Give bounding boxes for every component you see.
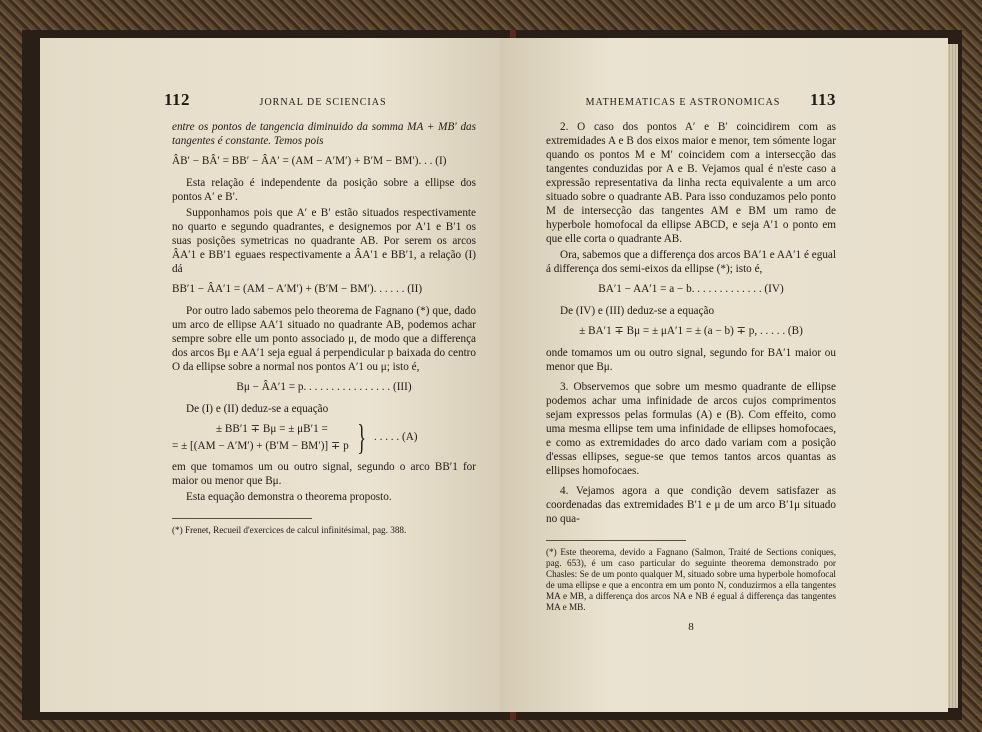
- left-paragraph-6: em que tomamos um ou outro signal, segundo o arco BB′1 for maior ou menor que Bμ.: [172, 461, 476, 487]
- right-signature-mark: 8: [688, 621, 694, 633]
- right-paragraph-5: 3. Observemos que sobre um mesmo quadrante de ellipse podemos achar uma infinidade de arcos cujos comprimentos sejam expressos pelas formulas (A) e (B). Com effeito, como uma mesma ellipse tem uma infinidade de ellipses homofocaes, e como as extremidades do arco dado variam com a posição d'essas ellipses, segue-se que temos tantos arcos quantas as ellipses homofocaes.: [546, 381, 836, 477]
- left-equation-3-text: Bμ − ÂA′1 = p. . . . . . . . . . . . . . . . (III): [236, 381, 412, 393]
- right-equation-2-text: ± BA′1 ∓ Bμ = ± μA′1 = ± (a − b) ∓ p, . . . . . (B): [579, 325, 803, 337]
- right-equation-1-text: BA′1 − AA′1 = a − b. . . . . . . . . . . . . (IV): [598, 283, 784, 295]
- left-paragraph-1: entre os pontos de tangencia diminuido da somma MA + MB′ das tangentes é constante. Temos pois: [172, 121, 476, 147]
- left-equation-1-text: ÂB′ − BÂ′ = BB′ − ÂA′ = (AM − A′M′) + B′M − BM′). . . (I): [172, 155, 447, 167]
- right-equation-1: [546, 282, 836, 296]
- right-paragraph-6: 4. Vejamos agora a que condição devem satisfazer as coordenadas das extremidades B′1 e μ de um arco B′1μ situado no qua-: [546, 485, 836, 525]
- right-page: [500, 38, 948, 712]
- left-equation-2: [172, 282, 476, 296]
- left-equation-4-brace: }: [357, 417, 366, 457]
- left-page: [40, 38, 512, 712]
- left-equation-4b: = ± [(AM − A′M′) + (B′M − BM′)] ∓ p: [172, 440, 349, 452]
- right-running-title: MATHEMATICAS E ASTRONOMICAS: [585, 97, 781, 108]
- left-footnote-rule: [172, 518, 312, 519]
- right-footnote: (*) Este theorema, devido a Fagnano (Salmon, Traité de Sections coniques, pag. 653), é um caso particular do seguinte theorema demonstrado por Chasles: Se de um ponto qualquer M, situado sobre uma hyperbole homofocal de uma ellipse e que a encontra em um ponto N, conduzirmos a ella tangentes MA e MB, a differença dos arcos NA e NB é egual á differença das tangentes MA e MB.: [546, 547, 836, 612]
- left-equation-4a: ± BB′1 ∓ Bμ = ± μB′1 =: [216, 423, 328, 435]
- left-equation-4-tag: . . . . . (A): [374, 431, 418, 443]
- left-paragraph-4: Por outro lado sabemos pelo theorema de Fagnano (*) que, dado um arco de ellipse AA′1 situado no quadrante AB, podemos achar sempre sobre elle um ponto associado μ, de modo que a differença dos arcos Bμ e AA′1 seja egual á perpendicular p baixada do centro O da ellipse sobre a normal nos pontos A′1 ou μ; isto é,: [172, 305, 476, 373]
- right-paragraph-2: Ora, sabemos que a differença dos arcos BA′1 e AA′1 é egual á differença dos semi-eixos da ellipse (*); isto é,: [546, 249, 836, 275]
- left-paragraph-7: Esta equação demonstra o theorema proposto.: [186, 491, 392, 503]
- right-equation-2: [546, 324, 836, 338]
- left-paragraph-5: De (I) e (II) deduz-se a equação: [186, 403, 329, 415]
- right-paragraph-3: De (IV) e (III) deduz-se a equação: [560, 305, 715, 317]
- right-paragraph-1: 2. O caso dos pontos A′ e B′ coincidirem com as extremidades A e B dos eixos maior e menor, tem sómente logar quando os pontos M e M′ coincidem com a intersecção das tangentes conduzidas por A e B. Vejamos qual é n'este caso a expressão representativa da linha recta equivalente a um arco situado sobre o quadrante AB. Para isso conduzamos pelo ponto M de intersecção das tangentes AM e BM um ramo de hyperbole homofocal da ellipse ABCD, e seja A′1 o ponto em que elle corta o quadrante AB.: [546, 121, 836, 245]
- left-page-number: 112: [164, 90, 191, 109]
- right-paragraph-4: onde tomamos um ou outro signal, segundo for BA′1 maior ou menor que Bμ.: [546, 347, 836, 373]
- left-equation-1: [172, 154, 476, 168]
- left-equation-3: [172, 380, 476, 394]
- left-running-head: [164, 90, 476, 110]
- left-footnote: (*) Frenet, Recueil d'exercices de calcul infinitésimal, pag. 388.: [172, 525, 407, 535]
- left-paragraph-2: Esta relação é independente da posição sobre a ellipse dos pontos A′ e B′.: [172, 177, 476, 203]
- right-running-head: [546, 90, 836, 110]
- left-paragraph-3: Supponhamos pois que A′ e B′ estão situados respectivamente no quarto e segundo quadrantes, e designemos por A′1 e B′1 os suas posições symetricas no quadrante AB. Por serem os arcos ÂA′1 e BB′1 eguaes respectivamente a ÂA′1 e BB′1, a relação (I) dá: [172, 207, 476, 275]
- left-running-title: JORNAL DE SCIENCIAS: [259, 97, 387, 108]
- left-equation-4-lines: [172, 422, 349, 452]
- left-equation-2-text: BB′1 − ÂA′1 = (AM − A′M′) + (B′M − BM′). . . . . . (II): [172, 283, 423, 295]
- right-footnote-rule: [546, 540, 686, 541]
- right-page-number: 113: [809, 90, 836, 109]
- open-book: [22, 30, 962, 720]
- left-equation-4: [172, 417, 476, 457]
